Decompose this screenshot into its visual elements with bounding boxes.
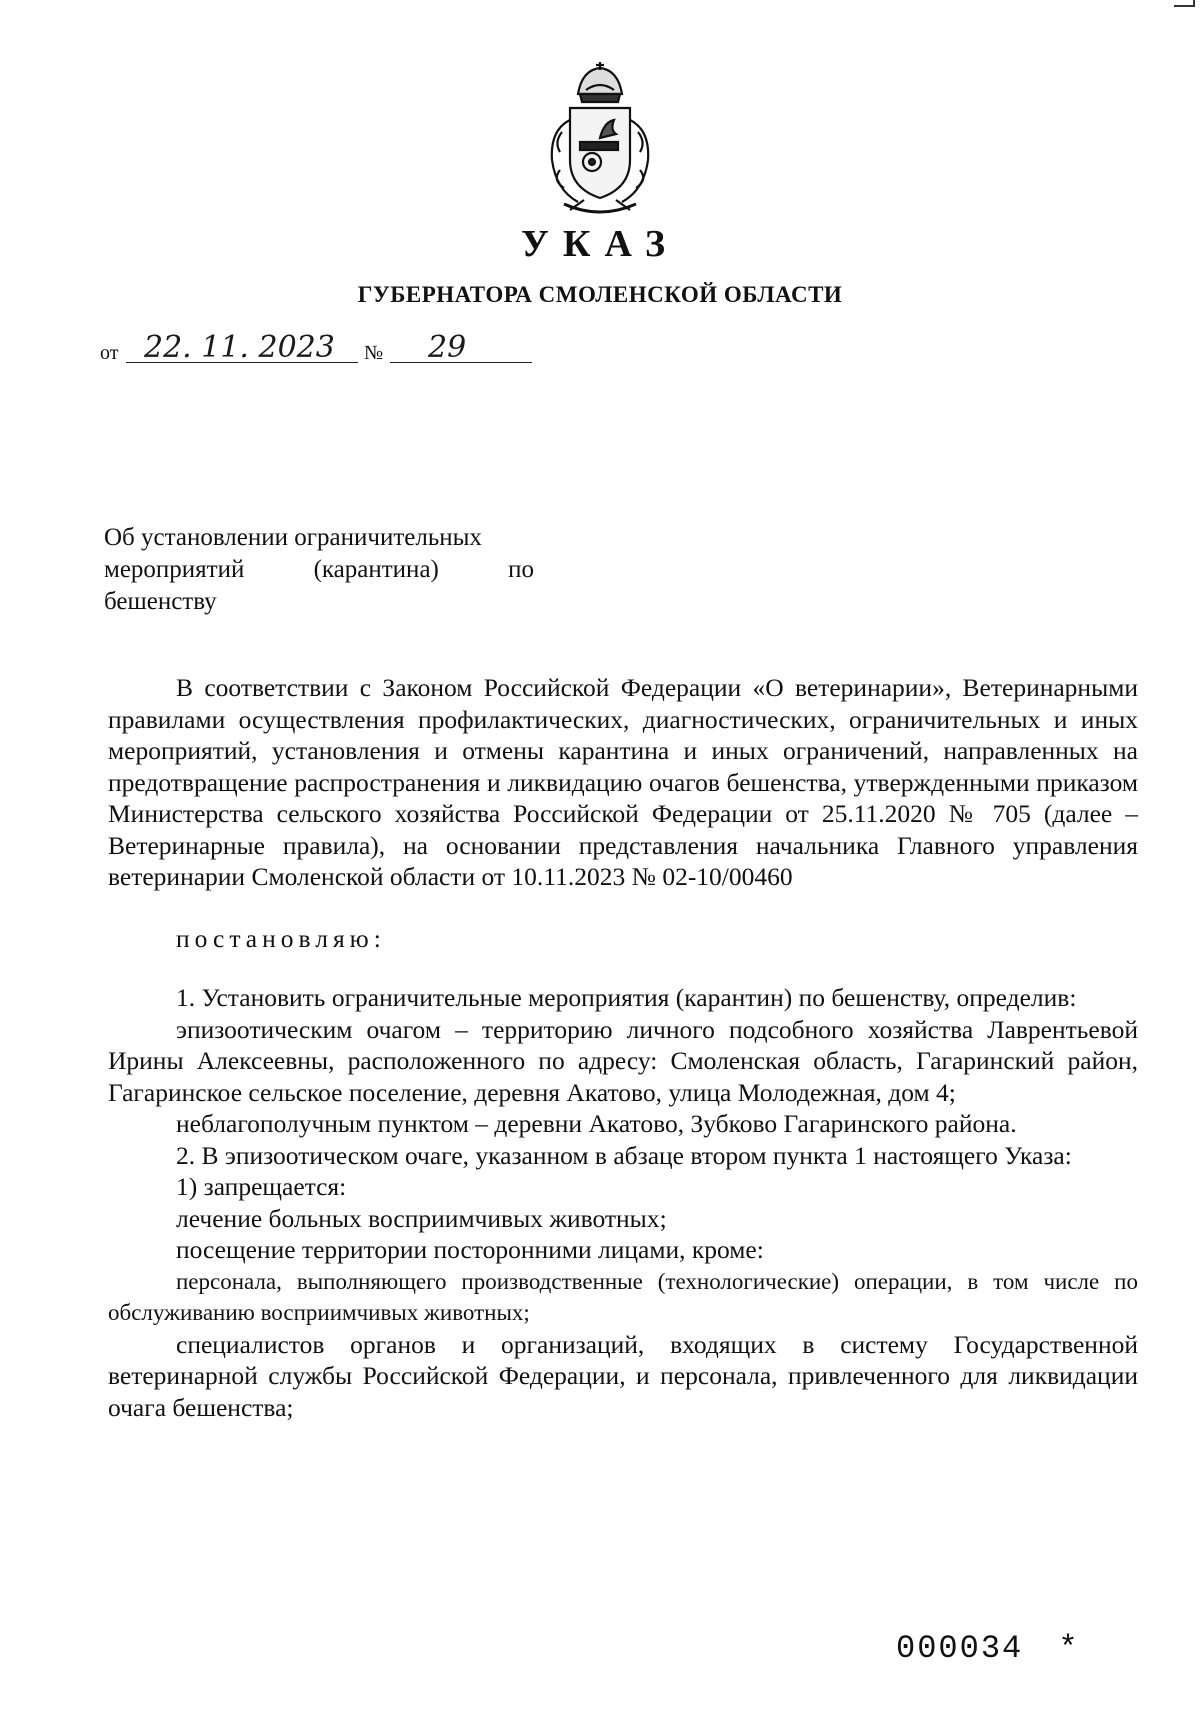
serial-number: 000034 bbox=[896, 1630, 1024, 1667]
paragraph-1: 1. Установить ограничительные мероприятия (карантин) по бешенству, определив: bbox=[176, 983, 1077, 1012]
subject-line-3: бешенству bbox=[104, 588, 217, 615]
preamble-paragraph: В соответствии с Законом Российской Федерации «О ветеринарии», Ветеринарными правилами осуществления профилактических, диагностических, ограничительных и иных мероприятий, установления и отмены карантина и иных ограничений, направленных на предотвращение распространения и ликвидацию очагов бешенства, утвержденными приказом Министерства сельского хозяйства Российской Федерации от 25.11.2020 № 705 (далее – Ветеринарные правила), на основании представления начальника Главного управления ветеринарии Смоленской области от 10.11.2023 № 02-10/00460 bbox=[108, 673, 1138, 891]
date-number-line bbox=[100, 330, 540, 364]
smolensk-coat-of-arms-emblem bbox=[530, 60, 670, 220]
paragraph-2-item-a: лечение больных восприимчивых животных; bbox=[176, 1203, 667, 1233]
paragraph-2: 2. В эпизоотическом очаге, указанном в абзаце втором пункта 1 настоящего Указа: bbox=[176, 1140, 1072, 1170]
paragraph-2-item-b2: специалистов органов и организаций, входящих в систему Государственной ветеринарной службы Российской Федерации, и персонала, привлеченного для ликвидации очага бешенства; bbox=[108, 1329, 1138, 1422]
paragraph-2-subitem-1: 1) запрещается: bbox=[176, 1172, 347, 1201]
document-subject bbox=[104, 522, 534, 618]
serial-mark: * bbox=[1058, 1630, 1080, 1667]
subject-word: по bbox=[508, 556, 534, 583]
subject-word: (карантина) bbox=[313, 556, 439, 583]
subject-word: мероприятий bbox=[104, 556, 245, 583]
scan-corner-mark bbox=[1174, 0, 1200, 10]
paragraph-2-item-b: посещение территории посторонними лицами, кроме: bbox=[176, 1235, 764, 1264]
decree-word: постановляю: bbox=[176, 923, 386, 953]
document-issuer: ГУБЕРНАТОРА СМОЛЕНСКОЙ ОБЛАСТИ bbox=[357, 282, 843, 307]
document-title: УКАЗ bbox=[521, 223, 679, 265]
paragraph-1-focus: эпизоотическим очагом – территорию личного подсобного хозяйства Лаврентьевой Ирины Алексеевны, расположенного по адресу: Смоленская область, Гагаринский район, Гагаринское сельское поселение, деревня Акатово, улица Молодежная, дом 4; bbox=[108, 1014, 1138, 1107]
document-body bbox=[108, 672, 1138, 1423]
subject-line-2 bbox=[104, 554, 534, 586]
number-label: № bbox=[364, 342, 384, 364]
date-from-label: от bbox=[100, 342, 119, 364]
paragraph-2-item-b1: персонала, выполняющего производственные (технологические) операции, в том числе по обслуживанию восприимчивых животных; bbox=[108, 1268, 1138, 1325]
form-serial-number bbox=[896, 1630, 1080, 1667]
handwritten-number: 29 bbox=[428, 330, 467, 365]
paragraph-1-point: неблагополучным пунктом – деревни Акатово, Зубково Гагаринского района. bbox=[176, 1109, 1017, 1138]
handwritten-date: 22. 11. 2023 bbox=[144, 330, 335, 365]
subject-line-1: Об установлении ограничительных bbox=[104, 524, 482, 551]
